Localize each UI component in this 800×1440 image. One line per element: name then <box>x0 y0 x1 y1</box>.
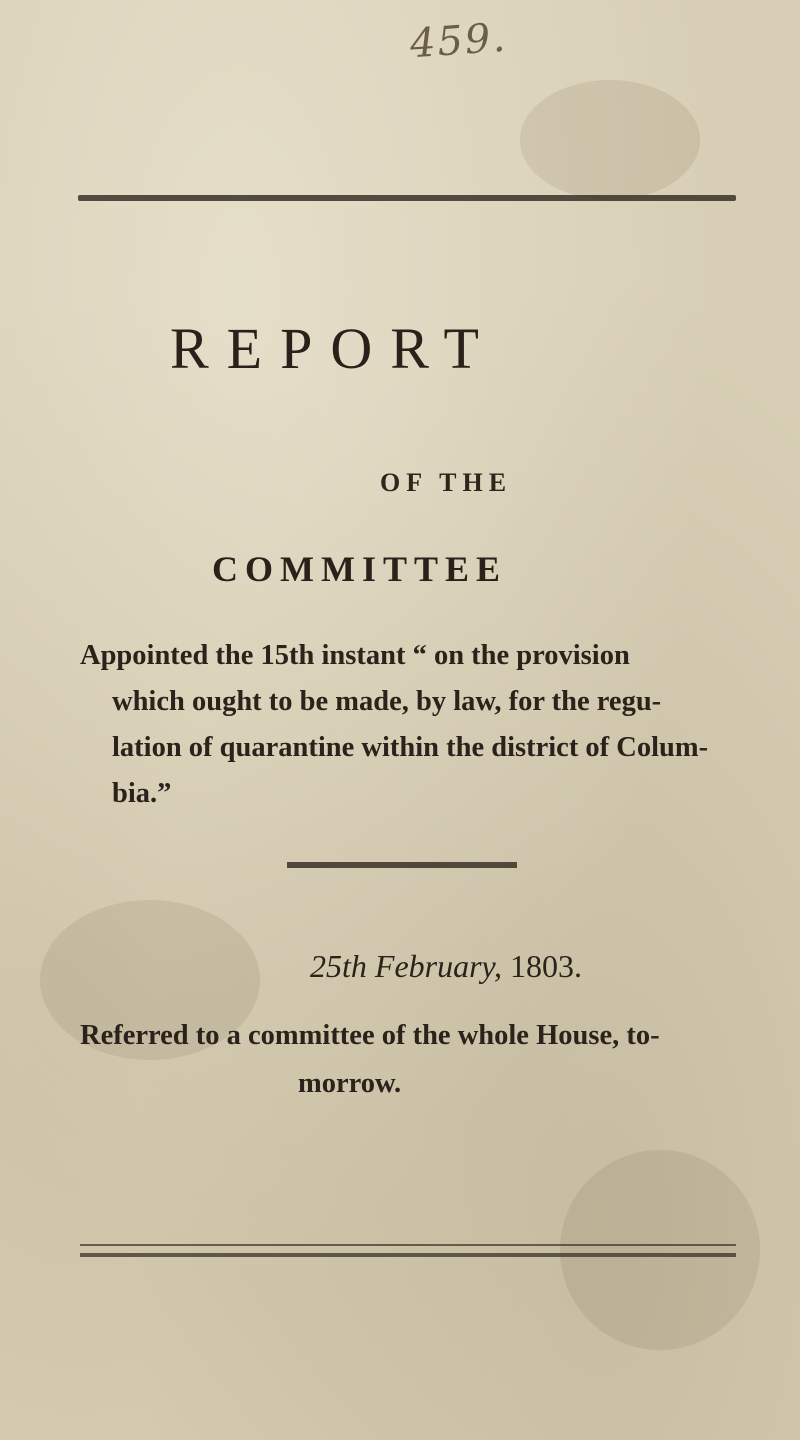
date-day: 25th February, <box>310 948 502 984</box>
subtitle-committee: COMMITTEE <box>212 549 508 589</box>
description-line-3: lation of quarantine within the district of Colum- <box>112 732 709 763</box>
paper-stain <box>560 1150 760 1350</box>
bottom-rule-thin <box>80 1244 736 1246</box>
description-line-4: bia.” <box>112 778 172 809</box>
subtitle-of-the: OF THE <box>380 468 513 497</box>
referral-line-1: Referred to a committee of the whole House, to- <box>80 1020 660 1051</box>
referral-line-2: morrow. <box>298 1068 402 1099</box>
handwritten-shelfmark: 459. <box>408 14 509 68</box>
page-title: REPORT <box>170 316 497 381</box>
description-line-2: which ought to be made, by law, for the regu- <box>112 686 662 717</box>
date-line <box>310 948 582 985</box>
date-year: 1803. <box>509 948 582 984</box>
bottom-rule-thick <box>80 1253 736 1257</box>
top-rule <box>78 195 736 201</box>
description-line-1: Appointed the 15th instant “ on the provision <box>80 640 630 671</box>
paper-stain <box>520 80 700 200</box>
middle-rule <box>287 862 517 868</box>
